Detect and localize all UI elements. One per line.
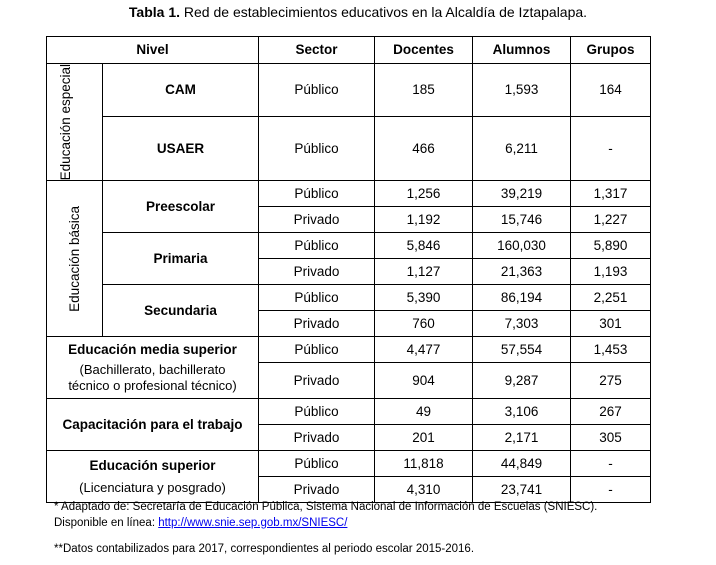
table-row <box>47 337 651 363</box>
cell-docentes: 1,127 <box>375 259 473 285</box>
row-label-media <box>47 337 259 399</box>
cell-grupos: 305 <box>571 425 651 451</box>
cell-grupos: 1,193 <box>571 259 651 285</box>
cell-sector: Público <box>259 451 375 477</box>
row-label-capacitacion: Capacitación para el trabajo <box>47 399 259 451</box>
table-row <box>47 451 651 477</box>
cell-docentes: 201 <box>375 425 473 451</box>
cell-grupos: 1,317 <box>571 181 651 207</box>
row-label-cam: CAM <box>103 64 259 117</box>
cell-grupos: - <box>571 451 651 477</box>
cell-sector: Público <box>259 117 375 181</box>
cell-docentes: 11,818 <box>375 451 473 477</box>
cell-alumnos: 44,849 <box>473 451 571 477</box>
header-grupos: Grupos <box>571 37 651 64</box>
education-table <box>46 36 651 503</box>
table-row <box>47 233 651 259</box>
cell-alumnos: 15,746 <box>473 207 571 233</box>
table-row <box>47 285 651 311</box>
cell-grupos: 275 <box>571 363 651 399</box>
header-alumnos: Alumnos <box>473 37 571 64</box>
table-row <box>47 399 651 425</box>
row-label-usaer: USAER <box>103 117 259 181</box>
media-subtitle: (Bachillerato, bachillerato técnico o profesional técnico) <box>68 361 237 393</box>
cell-docentes: 904 <box>375 363 473 399</box>
cell-alumnos: 7,303 <box>473 311 571 337</box>
cell-sector: Privado <box>259 207 375 233</box>
cell-alumnos: 9,287 <box>473 363 571 399</box>
cell-alumnos: 1,593 <box>473 64 571 117</box>
cell-docentes: 49 <box>375 399 473 425</box>
cell-alumnos: 6,211 <box>473 117 571 181</box>
cell-docentes: 5,846 <box>375 233 473 259</box>
cell-grupos: 267 <box>571 399 651 425</box>
table-row <box>47 117 651 181</box>
cell-docentes: 4,477 <box>375 337 473 363</box>
cell-grupos: 1,227 <box>571 207 651 233</box>
header-row <box>47 37 651 64</box>
cell-grupos: 1,453 <box>571 337 651 363</box>
footnote-text: Datos contabilizados para 2017, correspondientes al periodo escolar 2015-2016. <box>62 543 475 555</box>
group-basica <box>47 181 103 337</box>
footnote-source <box>54 499 654 531</box>
cell-docentes: 1,192 <box>375 207 473 233</box>
cell-alumnos: 57,554 <box>473 337 571 363</box>
cell-alumnos: 39,219 <box>473 181 571 207</box>
caption-text: Red de establecimientos educativos en la Alcaldía de Iztapalapa. <box>183 4 588 20</box>
cell-sector: Público <box>259 233 375 259</box>
group-basica-label: Educación básica <box>66 205 82 312</box>
caption-label: Tabla 1. <box>128 4 181 20</box>
footnote-data <box>54 541 654 557</box>
header-sector: Sector <box>259 37 375 64</box>
header-nivel: Nivel <box>47 37 259 64</box>
cell-sector: Privado <box>259 259 375 285</box>
group-especial <box>47 64 103 181</box>
cell-docentes: 185 <box>375 64 473 117</box>
cell-grupos: 2,251 <box>571 285 651 311</box>
cell-docentes: 760 <box>375 311 473 337</box>
cell-alumnos: 86,194 <box>473 285 571 311</box>
table-caption <box>0 3 716 21</box>
footnote-marker: ** <box>54 543 63 555</box>
cell-docentes: 1,256 <box>375 181 473 207</box>
cell-grupos: 301 <box>571 311 651 337</box>
cell-sector: Público <box>259 337 375 363</box>
cell-grupos: - <box>571 117 651 181</box>
group-especial-label: Educación especial <box>57 64 73 181</box>
footnote-marker: * <box>54 501 59 513</box>
cell-alumnos: 3,106 <box>473 399 571 425</box>
cell-docentes: 5,390 <box>375 285 473 311</box>
cell-sector: Privado <box>259 425 375 451</box>
cell-grupos: 164 <box>571 64 651 117</box>
cell-alumnos: 160,030 <box>473 233 571 259</box>
cell-sector: Privado <box>259 477 375 503</box>
superior-title: Educación superior <box>89 457 216 473</box>
cell-sector: Privado <box>259 363 375 399</box>
cell-sector: Público <box>259 64 375 117</box>
cell-docentes: 4,310 <box>375 477 473 503</box>
cell-grupos: - <box>571 477 651 503</box>
cell-docentes: 466 <box>375 117 473 181</box>
cell-alumnos: 2,171 <box>473 425 571 451</box>
table-row <box>47 64 651 117</box>
cell-grupos: 5,890 <box>571 233 651 259</box>
row-label-secundaria: Secundaria <box>103 285 259 337</box>
cell-alumnos: 23,741 <box>473 477 571 503</box>
cell-sector: Público <box>259 285 375 311</box>
footnote-text: Adaptado de: Secretaría de Educación Pública, Sistema Nacional de Información de Escuelas (SNIESC). Disponible en línea: <box>54 501 598 529</box>
row-label-primaria: Primaria <box>103 233 259 285</box>
table-row <box>47 181 651 207</box>
source-link[interactable]: http://www.snie.sep.gob.mx/SNIESC/ <box>158 517 348 529</box>
cell-sector: Privado <box>259 311 375 337</box>
row-label-superior <box>47 451 259 503</box>
cell-sector: Público <box>259 399 375 425</box>
superior-subtitle: (Licenciatura y posgrado) <box>79 479 226 495</box>
media-title: Educación media superior <box>68 341 237 357</box>
row-label-preescolar: Preescolar <box>103 181 259 233</box>
cell-sector: Público <box>259 181 375 207</box>
cell-alumnos: 21,363 <box>473 259 571 285</box>
header-docentes: Docentes <box>375 37 473 64</box>
